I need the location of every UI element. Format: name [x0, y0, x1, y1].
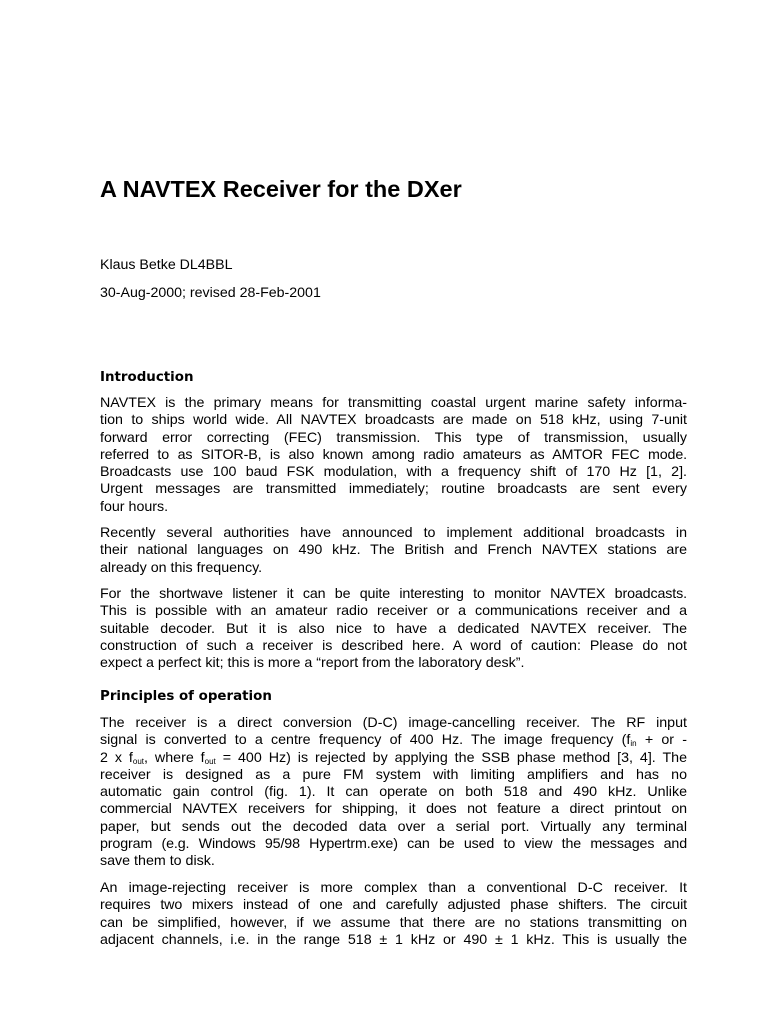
- text-segment: = 400 Hz) is rejected by applying the SSB phase method [3, 4]. The: [215, 749, 687, 766]
- text-line: can be simplified, however, if we assume that there are no stations transmitting on: [100, 914, 687, 931]
- text-line: already on this frequency.: [100, 559, 263, 576]
- text-line: save them to disk.: [100, 853, 215, 870]
- text-line: receiver is designed as a pure FM system with limiting amplifiers and has no: [100, 766, 687, 783]
- text-segment: 2 x f: [100, 749, 133, 766]
- text-line: program (e.g. Windows 95/98 Hypertrm.exe) can be used to view the messages and: [100, 836, 687, 853]
- paragraph-introduction-3: [100, 586, 687, 672]
- text-line: expect a perfect kit; this is more a “report from the laboratory desk”.: [100, 655, 525, 672]
- paragraph-principles-2: [100, 880, 687, 949]
- text-line: Broadcasts use 100 baud FSK modulation, with a frequency shift of 170 Hz [1, 2].: [100, 464, 687, 481]
- text-line: their national languages on 490 kHz. The British and French NAVTEX stations are: [100, 542, 687, 559]
- text-line: NAVTEX is the primary means for transmitting coastal urgent marine safety informa-: [100, 395, 687, 411]
- section-heading-introduction: Introduction: [100, 370, 194, 385]
- text-line: For the shortwave listener it can be quite interesting to monitor NAVTEX broadcasts.: [100, 586, 687, 602]
- text-line: automatic gain control (fig. 1). It can operate on both 518 and 490 kHz. Unlike: [100, 784, 687, 801]
- paragraph-introduction-2: [100, 525, 687, 577]
- text-line: paper, but sends out the decoded data over a serial port. Virtually any terminal: [100, 818, 687, 835]
- text-segment: , where f: [144, 749, 205, 766]
- text-line: adjacent channels, i.e. in the range 518 ± 1 kHz or 490 ± 1 kHz. This is usually the: [100, 931, 687, 948]
- text-line: [100, 732, 687, 749]
- date-line: 30-Aug-2000; revised 28-Feb-2001: [100, 285, 321, 301]
- text-segment: + or -: [636, 732, 688, 749]
- text-line: referred to as SITOR-B, is also known among radio amateurs as AMTOR FEC mode.: [100, 446, 687, 463]
- paragraph-introduction-1: [100, 395, 687, 516]
- text-line: An image-rejecting receiver is more complex than a conventional D-C receiver. It: [100, 880, 687, 896]
- text-line: [100, 750, 687, 767]
- text-segment: signal is converted to a centre frequency of 400 Hz. The image frequency (f: [100, 732, 631, 749]
- text-line: suitable decoder. But it is also nice to have a dedicated NAVTEX receiver. The: [100, 620, 687, 637]
- text-line: The receiver is a direct conversion (D-C) image-cancelling receiver. The RF input: [100, 715, 687, 731]
- subscript: out: [132, 756, 145, 766]
- text-line: construction of such a receiver is described here. A word of caution: Please do not: [100, 637, 687, 654]
- text-line: tion to ships world wide. All NAVTEX broadcasts are made on 518 kHz, using 7-unit: [100, 412, 687, 429]
- subscript: in: [630, 739, 637, 749]
- subscript: out: [204, 756, 216, 766]
- paragraph-principles-1: [100, 715, 687, 871]
- text-line: requires two mixers instead of one and carefully adjusted phase shifters. The circuit: [100, 897, 687, 914]
- text-line: forward error correcting (FEC) transmission. This type of transmission, usually: [100, 429, 687, 446]
- text-line: commercial NAVTEX receivers for shipping, it does not feature a direct printout on: [100, 801, 687, 818]
- document-page: [100, 0, 687, 1024]
- text-line: four hours.: [100, 498, 169, 515]
- section-heading-principles: Principles of operation: [100, 689, 272, 704]
- document-title: A NAVTEX Receiver for the DXer: [100, 176, 462, 202]
- text-line: Urgent messages are transmitted immediately; routine broadcasts are sent every: [100, 481, 687, 498]
- text-line: This is possible with an amateur radio receiver or a communications receiver and a: [100, 603, 687, 620]
- author-line: Klaus Betke DL4BBL: [100, 257, 233, 273]
- text-line: Recently several authorities have announced to implement additional broadcasts in: [100, 525, 687, 541]
